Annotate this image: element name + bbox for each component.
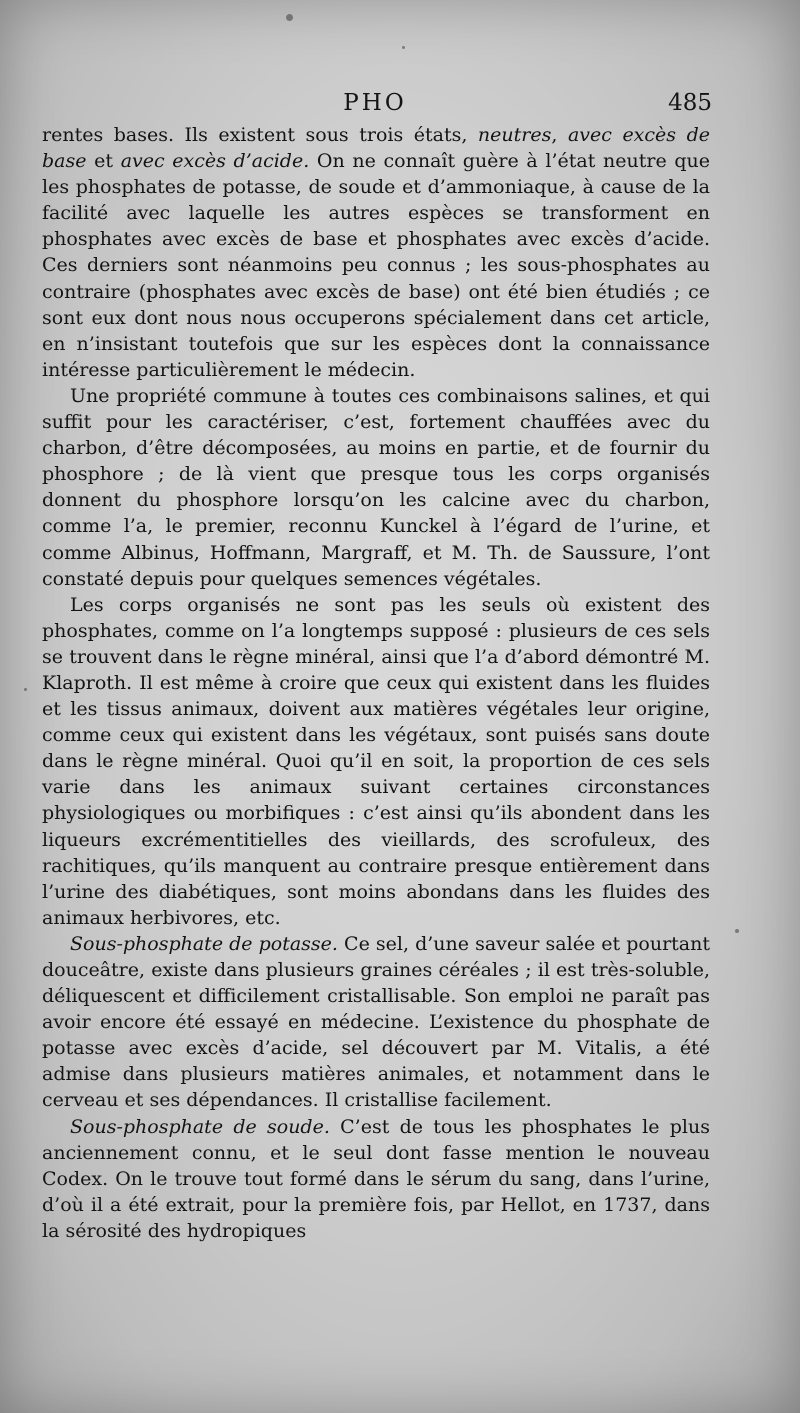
text-run: Ce sel, d’une saveur salée et pourtant douceâtre, existe dans plusieurs graines céréales ; il est très-soluble, déliquescent et difficilement cristallisable. Son emploi ne paraît pas avoir encore été essayé en médecine. L’existence du phosphate de potasse avec excès d’acide, sel découvert par M. Vitalis, a été admise dans plusieurs matières animales, et notamment dans le cerveau et ses dépendances. Il cristallise facilement. bbox=[42, 932, 710, 1112]
paragraph bbox=[42, 1114, 710, 1244]
ink-speck bbox=[24, 688, 27, 691]
text-run: rentes bases. Ils existent sous trois états, bbox=[42, 124, 478, 146]
ink-speck bbox=[286, 14, 293, 21]
paragraph bbox=[42, 931, 710, 1114]
text-run-italic: avec excès de base bbox=[42, 124, 710, 173]
paragraph bbox=[42, 592, 710, 931]
section-heading-italic: Sous-phosphate de potasse. bbox=[70, 932, 338, 955]
text-run: Une propriété commune à toutes ces combinaisons salines, et qui suffit pour les caractériser, c’est, fortement chauffées avec du charbon, d’être décomposées, au moins en partie, et de fournir du phosphore ; de là vient que presque tous les corps organisés donnent du phosphore lorsqu’on les calcine avec du charbon, comme l’a, le premier, reconnu Kunckel à l’égard de l’urine, et comme Albinus, Hoffmann, Margraff, et M. Th. de Saussure, l’ont constaté depuis pour quelques semences végétales. bbox=[42, 384, 710, 590]
text-run: Les corps organisés ne sont pas les seuls où existent des phosphates, comme on l’a longtemps supposé : plusieurs de ces sels se trouvent dans le règne minéral, ainsi que l’a d’abord démontré M. Klaproth. Il est même à croire que ceux qui existent dans les fluides et les tissus animaux, doivent aux matières végétales leur origine, comme ceux qui existent dans les végétaux, sont puisés sans doute dans le règne minéral. Quoi qu’il en soit, la proportion de ces sels varie dans les animaux suivant certaines circonstances physiologiques ou morbifiques : c’est ainsi qu’ils abondent dans les liqueurs excrémentitielles des vieillards, des scrofuleux, des rachitiques, qu’ils manquent au contraire presque entièrement dans l’urine des diabétiques, sont moins abondans dans les fluides des animaux herbivores, etc. bbox=[42, 593, 710, 929]
body-text bbox=[42, 122, 710, 1244]
paragraph bbox=[42, 383, 710, 592]
text-run-italic: neutres bbox=[477, 124, 552, 146]
paragraph bbox=[42, 122, 710, 383]
text-run: et bbox=[86, 150, 121, 173]
ink-speck bbox=[735, 929, 739, 933]
page-number: 485 bbox=[668, 90, 712, 116]
section-heading-italic: Sous-phosphate de soude. bbox=[70, 1115, 330, 1138]
text-run-italic: avec excès d’acide. bbox=[120, 150, 310, 173]
running-head bbox=[40, 88, 710, 122]
text-run: , bbox=[551, 124, 568, 146]
running-head-title: PHO bbox=[343, 90, 407, 116]
text-run: On ne connaît guère à l’état neutre que les phosphates de potasse, de soude et d’ammoniaque, à cause de la facilité avec laquelle les autres espèces se transforment en phosphates avec excès de base et phosphates avec excès d’acide. Ces derniers sont néanmoins peu connus ; les sous-phosphates au contraire (phosphates avec excès de base) ont été bien étudiés ; ce sont eux dont nous nous occuperons spécialement dans cet article, en n’insistant toutefois que sur les espèces dont la connaissance intéresse particulièrement le médecin. bbox=[42, 150, 710, 381]
text-run: C’est de tous les phosphates le plus anciennement connu, et le seul dont fasse mention le nouveau Codex. On le trouve tout formé dans le sérum du sang, dans l’urine, d’où il a été extrait, pour la première fois, par Hellot, en 1737, dans la sérosité des hydropiques bbox=[42, 1115, 710, 1242]
ink-speck bbox=[402, 46, 405, 49]
